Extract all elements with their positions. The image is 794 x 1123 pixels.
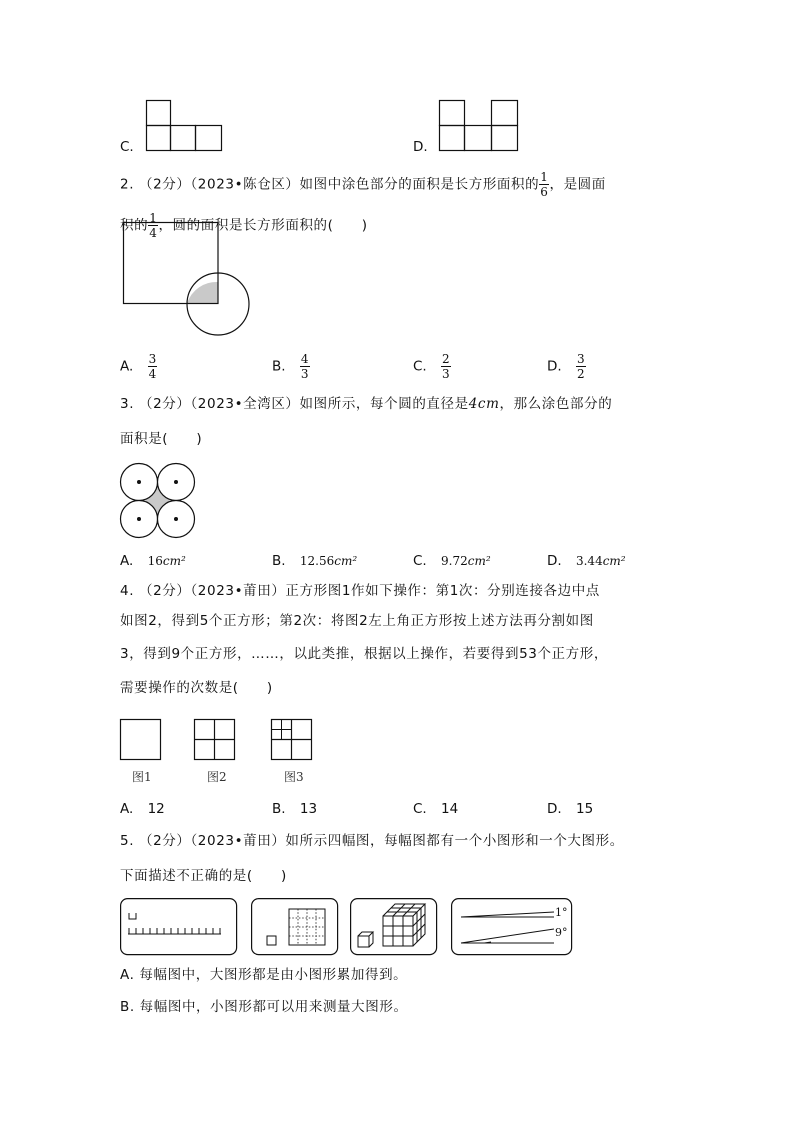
q4-caption-3: 图3 <box>284 770 304 784</box>
q5-panel-area-figure <box>251 898 339 956</box>
option-label: A. <box>120 801 134 817</box>
q4-figure-3-square <box>271 719 313 761</box>
q4-figure-1-square <box>120 719 162 761</box>
option-value: 15 <box>575 801 594 817</box>
option-value: 3.44 <box>575 554 603 568</box>
q4-option-d[interactable] <box>547 799 593 819</box>
fraction-denominator: 3 <box>442 367 450 381</box>
q2-option-d[interactable] <box>547 352 586 381</box>
q1-option-d-label[interactable]: D. <box>413 139 428 155</box>
q5-stem-line1: 5. （2分）（2023•莆田）如所示四幅图，每幅图都有一个小图形和一个大图形。 <box>120 833 624 849</box>
option-label: D. <box>547 801 562 817</box>
fraction-numerator: 1 <box>149 211 158 225</box>
q2-stem-text-d: ，圆的面积是长方形面积的( ) <box>158 217 368 234</box>
q4-caption-2: 图2 <box>207 770 227 784</box>
option-label: B. <box>272 358 286 375</box>
fraction-numerator: 3 <box>148 352 157 366</box>
fraction-denominator: 4 <box>149 226 158 240</box>
q1-option-c-label[interactable]: C. <box>120 139 134 155</box>
q4-stem-line3: 3，得到9个正方形，……，以此类推，根据以上操作，若要得到53个正方形， <box>120 646 608 662</box>
option-label: C. <box>413 801 427 817</box>
q4-option-a[interactable] <box>120 799 165 819</box>
q2-option-a[interactable] <box>120 352 157 381</box>
option-value: 12.56 <box>299 554 335 568</box>
option-label: C. <box>413 553 427 569</box>
option-unit: cm² <box>602 554 626 568</box>
fraction-denominator: 2 <box>576 367 585 381</box>
q4-stem-line1: 4. （2分）（2023•莆田）正方形图1作如下操作：第1次：分别连接各边中点 <box>120 583 600 599</box>
option-label: D. <box>547 553 562 569</box>
q5-option-a[interactable]: A. 每幅图中，大图形都是由小图形累加得到。 <box>120 967 408 983</box>
q2-stem-text-a: 2. （2分）（2023•陈仓区）如图中涂色部分的面积是长方形面积的 <box>120 176 540 193</box>
option-label: A. <box>120 358 134 375</box>
option-fraction <box>300 352 310 381</box>
q4-figure-2-square <box>194 719 236 761</box>
fraction-denominator: 4 <box>148 367 157 381</box>
option-unit: cm² <box>467 554 491 568</box>
fraction-numerator: 4 <box>300 352 309 366</box>
q3-option-c[interactable] <box>413 551 491 571</box>
option-value: 9.72 <box>441 554 468 568</box>
option-unit: cm² <box>162 554 186 568</box>
q3-option-b[interactable] <box>272 551 357 571</box>
q2-rectangle-circle-figure <box>123 222 253 337</box>
q4-option-c[interactable] <box>413 799 458 819</box>
q3-four-circles-figure <box>118 461 200 541</box>
q2-stem-text-b: ，是圆面 <box>549 176 606 193</box>
option-label: A. <box>120 553 134 569</box>
q1-option-d-figure <box>439 100 521 155</box>
q3-stem-text-a: 3. （2分）（2023•全湾区）如图所示，每个圆的直径是 <box>120 396 469 412</box>
option-value: 16 <box>147 554 163 568</box>
option-label: B. <box>272 553 286 569</box>
q3-option-d[interactable] <box>547 551 626 571</box>
q5-angle-small-label: 1° <box>555 906 568 919</box>
option-value: 13 <box>299 801 318 817</box>
option-label: D. <box>547 358 562 375</box>
q3-stem-line1 <box>120 394 612 414</box>
q1-option-c-figure <box>146 100 226 155</box>
q4-option-b[interactable] <box>272 799 317 819</box>
q4-caption-1: 图1 <box>132 770 152 784</box>
q5-panel-volume-figure <box>350 898 438 956</box>
option-fraction <box>576 352 586 381</box>
fraction-numerator: 3 <box>576 352 585 366</box>
option-fraction <box>148 352 158 381</box>
q5-stem-line2: 下面描述不正确的是( ) <box>120 868 287 884</box>
q2-option-c[interactable] <box>413 352 451 381</box>
option-fraction <box>441 352 451 381</box>
q2-option-b[interactable] <box>272 352 310 381</box>
q2-stem-line1 <box>120 170 606 199</box>
q3-stem-text-b: ，那么涂色部分的 <box>499 396 613 412</box>
q5-option-b[interactable]: B. 每幅图中，小图形都可以用来测量大图形。 <box>120 999 408 1015</box>
q4-stem-line4: 需要操作的次数是( ) <box>120 680 273 696</box>
q2-fraction-one-sixth <box>539 170 549 199</box>
fraction-denominator: 3 <box>300 367 309 381</box>
q3-diameter-value: 4cm <box>468 396 500 412</box>
q2-stem-text-c: 积的 <box>120 217 149 234</box>
q3-option-a[interactable] <box>120 551 186 571</box>
fraction-numerator: 2 <box>442 352 450 366</box>
q4-stem-line2: 如图2，得到5个正方形；第2次：将图2左上角正方形按上述方法再分割如图 <box>120 613 594 629</box>
option-label: C. <box>413 358 427 375</box>
option-value: 12 <box>147 801 165 817</box>
fraction-numerator: 1 <box>540 170 549 184</box>
option-value: 14 <box>441 801 459 817</box>
q3-stem-line2: 面积是( ) <box>120 431 203 447</box>
q5-angle-large-label: 9° <box>555 926 568 939</box>
q5-panel-angle <box>451 898 573 956</box>
option-unit: cm² <box>334 554 358 568</box>
option-label: B. <box>272 801 286 817</box>
fraction-denominator: 6 <box>540 185 549 199</box>
q5-panel-ruler-figure <box>120 898 238 956</box>
